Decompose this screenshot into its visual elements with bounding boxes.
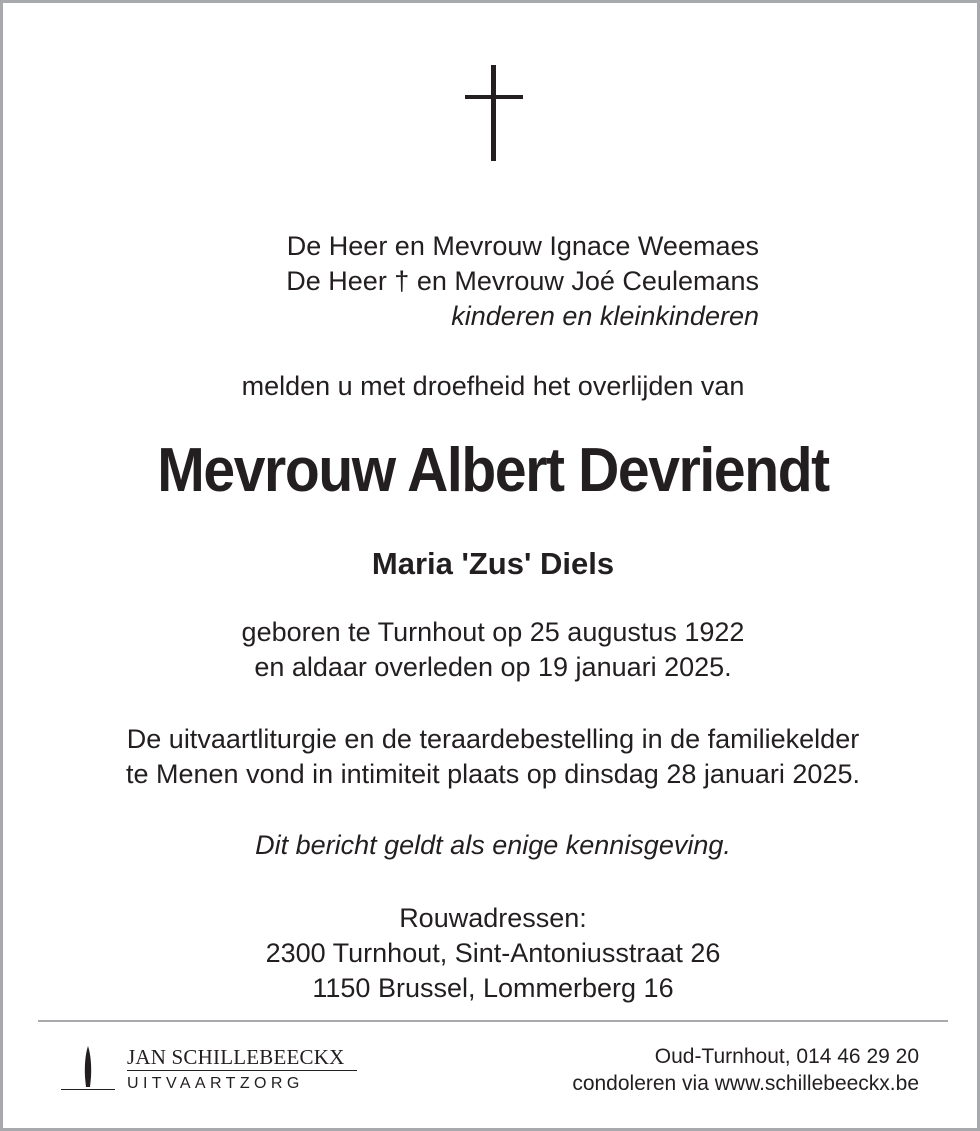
addresses-heading: Rouwadressen: [399, 903, 587, 933]
announcers-block [286, 229, 759, 334]
funeral-line: De uitvaartliturgie en de teraardebestelling in de familiekelder [126, 724, 860, 754]
funeral-line: te Menen vond in intimiteit plaats op dinsdag 28 januari 2025. [126, 759, 860, 789]
contact-phone: Oud-Turnhout, 014 46 29 20 [654, 1045, 919, 1068]
birth-line: geboren te Turnhout op 25 augustus 1922 [241, 617, 745, 647]
funeral-home-name: JAN SCHILLEBEECKX [127, 1045, 345, 1069]
announcer-line: De Heer † en Mevrouw Joé Ceulemans [286, 266, 759, 296]
maiden-name: Maria 'Zus' Diels [371, 546, 615, 581]
footer-divider [38, 1020, 948, 1022]
funeral-home-logo [61, 1043, 361, 1095]
death-line: en aldaar overleden op 19 januari 2025. [254, 652, 732, 682]
mourning-addresses [3, 901, 980, 1006]
announcer-line: De Heer en Mevrouw Ignace Weemaes [286, 231, 759, 261]
intro-text: melden u met droefheid het overlijden van [241, 371, 745, 401]
contact-website[interactable]: condoleren via www.schillebeeckx.be [572, 1072, 919, 1095]
logo-divider [127, 1070, 357, 1071]
announcer-relation: kinderen en kleinkinderen [451, 301, 759, 331]
deceased-name: Mevrouw Albert Devriendt [157, 436, 829, 505]
cross-icon [465, 65, 523, 161]
notice-text: Dit bericht geldt als enige kennisgeving. [255, 830, 731, 860]
address-line: 1150 Brussel, Lommerberg 16 [312, 973, 674, 1003]
funeral-home-contact [572, 1043, 919, 1097]
birth-death-details [3, 615, 980, 685]
address-line: 2300 Turnhout, Sint-Antoniusstraat 26 [265, 938, 721, 968]
funeral-details [3, 722, 980, 792]
cypress-tree-icon [61, 1043, 115, 1093]
funeral-home-subtitle: UITVAARTZORG [127, 1075, 304, 1092]
